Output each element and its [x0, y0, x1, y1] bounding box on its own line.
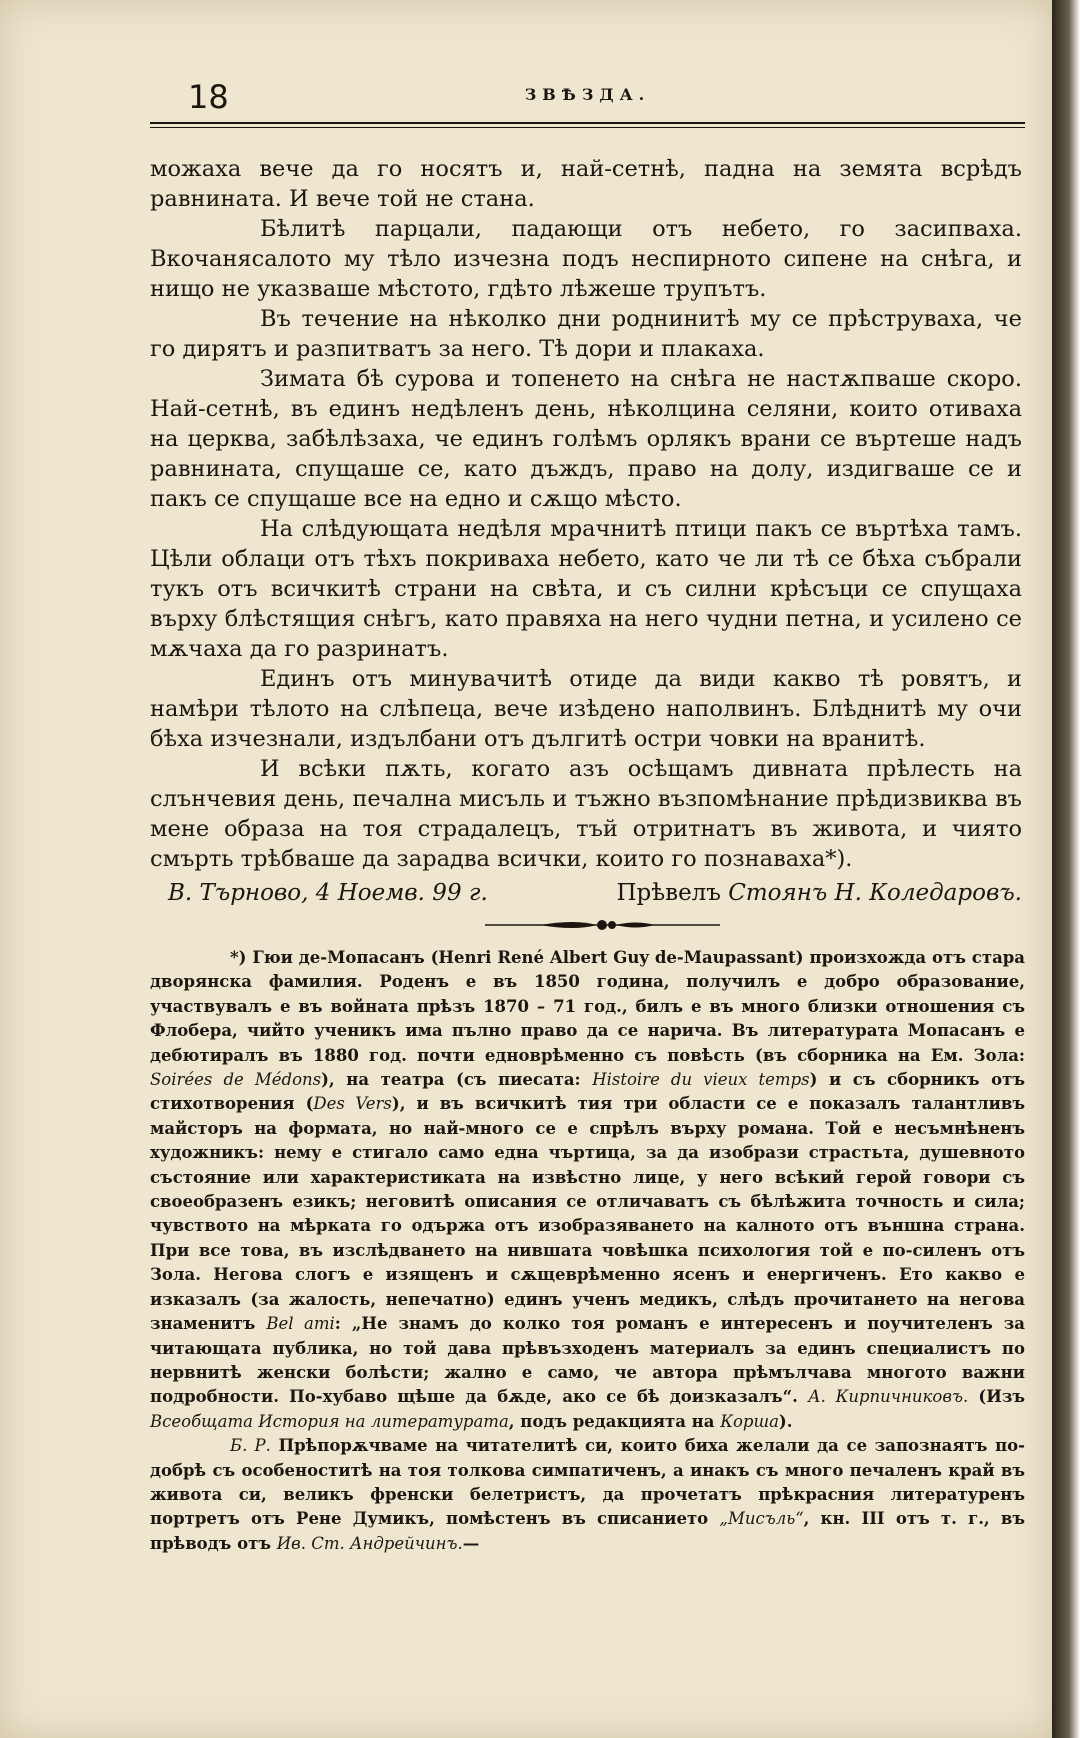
section-divider-ornament [485, 918, 720, 932]
header-rule [150, 122, 1025, 128]
translator-name: Стоянъ Н. Коледаровъ. [728, 880, 1022, 906]
footnote-paragraph: *) Гюи де-Мопасанъ (Henri René Albert Guy de-Maupassant) произхожда отъ стара дворянска фамилия. Роденъ е въ 1850 година, получилъ е добро образование, участвувалъ е въ войната прѣзъ 1870 – 71 год., билъ е въ много близки отношения съ Флобера, чийто ученикъ има пълно право да се нарича. Въ литературата Мопасанъ е дебютиралъ въ 1880 год. почти едноврѣменно съ повѣсть (въ сборника на Ем. Зола: Soirées de Médons), на театра (съ пиесата: Histoire du vieux temps) и съ сборникъ отъ стихотворения (Des Vers), и въ всичкитѣ тия три области се е показалъ талантливъ майсторъ на формата, но най-много се е спрѣлъ върху романа. Той е несъмнѣненъ художникъ: нему е стигало само една чъртица, за да изобрази страстьта, душевното състояние или характеристиката на извѣстно лице, у него всѣкий герой говори съ своеобразенъ езикъ; неговитѣ описания се отличаватъ съ бѣлѣжита точность и сила; чувството на мѣрката го одържа отъ изобразяването на калното отъ външна страна. При все това, въ изслѣдването на нившата човѣшка психология той е по-силенъ отъ Зола. Негова слогъ е изященъ и сѫщеврѣменно ясенъ и енергиченъ. Ето какво е изказалъ (за жалость, непечатно) единъ ученъ медикъ, слѣдъ прочитането на негова знаменитъ Bel ami: „Не знамъ до колко тоя романъ е интересенъ и поучителенъ за читающата публика, но той дава прѣвъзходенъ материалъ за единъ специалистъ по нервнитѣ женски болѣсти; жално е само, че автора прѣмълчава многото важни подробности. По-хубаво щѣше да бѫде, ако се бѣ доизказалъ“. А. Кирпичниковъ. (Изъ Всеобщата История на литературата, подъ редакцията на Корша). [150, 948, 1026, 1431]
page-header [150, 78, 1025, 128]
story-text [150, 154, 1022, 908]
paragraph: На слѣдующата недѣля мрачнитѣ птици пакъ се въртѣха тамъ. Цѣли облаци отъ тѣхъ покриваха небето, като че ли тѣ се бѣха събрали тукъ отъ всичкитѣ страни на свѣта, и съ силни крѣсъци се спущаха върху блѣстящия снѣгъ, като правяха на него чудни петна, и усилено се мѫчаха да го разринатъ. [150, 516, 1022, 662]
page-edge-shadow [1052, 0, 1080, 1738]
paragraph: Зимата бѣ сурова и топенето на снѣга не настѫпваше скоро. Най-сетнѣ, въ единъ недѣленъ день, нѣколцина селяни, които отиваха на церква, забѣлѣзаха, че единъ голѣмъ орлякъ врани се въртеше надъ равнината, спущаше се, като дъждъ, право на долу, издигваше се и пакъ се спущаше все на едно и сѫщо мѣсто. [150, 366, 1022, 512]
paragraph: И всѣки пѫть, когато азъ осѣщамъ дивната прѣлесть на слънчевия день, печална мисъль и тъжно възпомѣнание прѣдизвиква въ мене образа на тоя страдалецъ, тъй отритнатъ въ живота, и чиято смърть трѣбваше да зарадва всички, които го познаваха*). [150, 756, 1022, 872]
running-title: ЗВѢЗДА. [524, 85, 651, 104]
footnote [150, 946, 1025, 1556]
page-number: 18 [188, 78, 229, 116]
translator-credit [616, 878, 1022, 908]
paragraph: Въ течение на нѣколко дни роднинитѣ му се прѣструваха, че го дирятъ и разпитватъ за него. Тѣ дори и плакаха. [150, 306, 1022, 362]
paragraph: Единъ отъ минувачитѣ отиде да види какво тѣ ровятъ, и намѣри тѣлото на слѣпеца, вече изѣдено наполвинъ. Блѣднитѣ му очи бѣха изчезнали, издълбани отъ дългитѣ остри човки на вранитѣ. [150, 666, 1022, 752]
editor-initials: Б. Р. [230, 1436, 271, 1456]
editor-note: Б. Р. Прѣпорѫчваме на читателитѣ си, които биха желали да се запознаятъ по-добрѣ съ особеноститѣ на тоя толкова симпатиченъ, а инакъ съ много печаленъ край въ живота си, великъ френски белетристъ, да прочетатъ прѣкрасния литературенъ портретъ отъ Рене Думикъ, помѣстенъ въ списанието „Мисъль“, кн. III отъ т. г., въ прѣводъ отъ Ив. Ст. Андрейчинъ.— [150, 1436, 1025, 1553]
paragraph: можаха вече да го носятъ и, най-сетнѣ, падна на земята всрѣдъ равнината. И вече той не стана. [150, 156, 1022, 212]
signature-line [150, 878, 1022, 908]
translator-prefix: Прѣвелъ [616, 880, 721, 906]
paragraph: Бѣлитѣ парцали, падающи отъ небето, го засипваха. Вкочанясалото му тѣло изчезна подъ неспирното сипене на снѣга, и нищо не указваше мѣстото, гдѣто лѣжеше трупътъ. [150, 216, 1022, 302]
place-date: В. Търново, 4 Ноемв. 99 г. [168, 880, 488, 906]
